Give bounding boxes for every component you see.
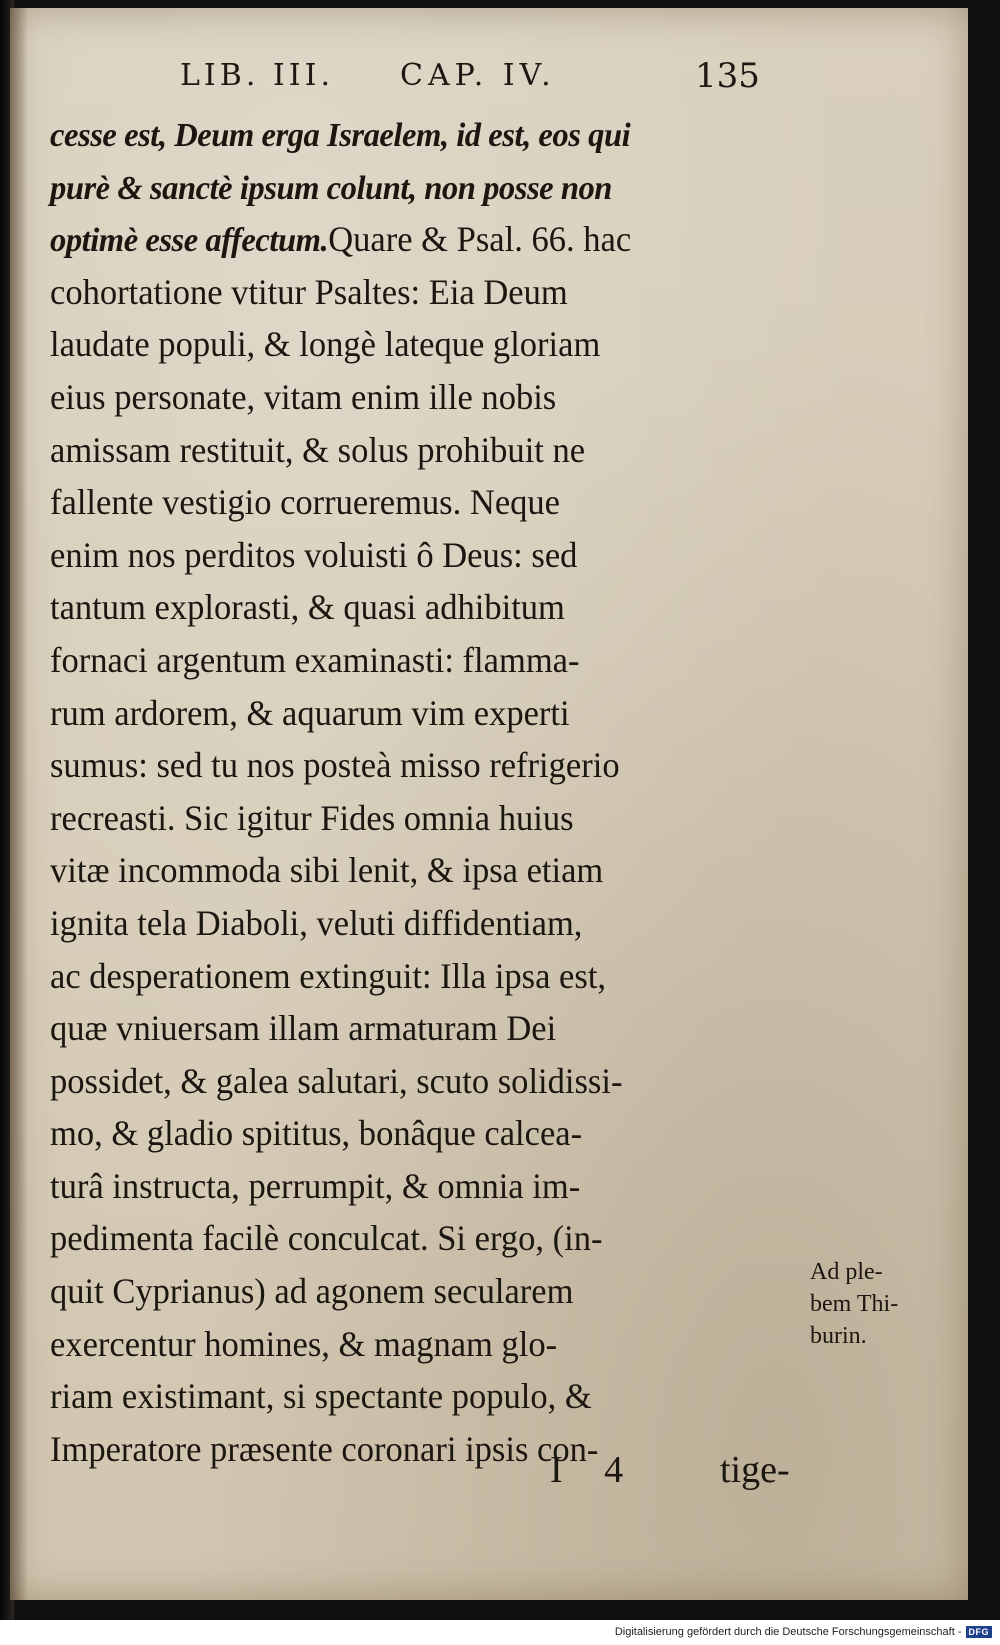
page-number: 135 <box>695 56 760 96</box>
roman-text: ac desperationem extinguit: Illa ipsa est, <box>50 955 607 996</box>
text-line <box>50 529 750 582</box>
text-line <box>50 318 750 371</box>
running-header <box>170 48 770 98</box>
text-line <box>50 371 750 424</box>
text-line <box>50 424 750 477</box>
italic-text: cesse est, Deum erga Israelem, id est, eos qui <box>50 117 631 154</box>
roman-text: ignita tela Diaboli, veluti diffidentiam, <box>50 902 583 943</box>
roman-text: sumus: sed tu nos posteà misso refrigerio <box>50 745 620 786</box>
roman-text: vitæ incommoda sibi lenit, & ipsa etiam <box>50 850 604 891</box>
roman-text: mo, & gladio spititus, bonâque calcea- <box>50 1113 583 1154</box>
text-line <box>50 1160 750 1213</box>
text-line <box>50 1265 750 1318</box>
roman-text: Imperatore præsente coronari ipsis con- <box>50 1428 599 1469</box>
roman-text: eius personate, vitam enim ille nobis <box>50 376 557 417</box>
text-line <box>50 950 750 1003</box>
roman-text: turâ instructa, perrumpit, & omnia im- <box>50 1165 581 1206</box>
header-book-label: LIB. III. <box>180 58 334 93</box>
text-line <box>50 1370 750 1423</box>
text-line <box>50 1212 750 1265</box>
roman-text: cohortatione vtitur Psaltes: Eia Deum <box>50 271 568 312</box>
roman-text: possidet, & galea salutari, scuto solidissi- <box>50 1060 623 1101</box>
text-line <box>50 161 750 214</box>
text-line <box>50 108 750 161</box>
roman-text: rum ardorem, & aquarum vim experti <box>50 692 570 733</box>
roman-text: tantum explorasti, & quasi adhibitum <box>50 587 565 628</box>
text-line <box>50 266 750 319</box>
italic-text: purè & sanctè ipsum colunt, non posse non <box>50 169 612 207</box>
body-text <box>50 108 780 1475</box>
roman-text: fornaci argentum examinasti: flamma- <box>50 639 580 680</box>
marginal-note-line: Ad ple- <box>810 1259 883 1285</box>
roman-text: amissam restituit, & solus prohibuit ne <box>50 429 586 470</box>
text-line <box>50 687 750 740</box>
text-line <box>50 581 750 634</box>
roman-text: quæ vniuersam illam armaturam Dei <box>50 1008 557 1049</box>
text-line <box>50 634 750 687</box>
dfg-logo-icon: DFG <box>966 1626 993 1638</box>
marginal-note-line: bem Thi- <box>810 1291 899 1317</box>
text-line <box>50 1002 750 1055</box>
roman-text: laudate populi, & longè lateque gloriam <box>50 324 601 365</box>
signature-mark: I 4 <box>550 1449 640 1491</box>
footer-credit-text: Digitalisierung gefördert durch die Deutsche Forschungsgemeinschaft - <box>614 1626 962 1638</box>
roman-text: quit Cyprianus) ad agonem secularem <box>50 1271 574 1312</box>
text-line <box>50 844 750 897</box>
digitization-footer <box>615 1623 992 1641</box>
text-line <box>50 1423 750 1476</box>
roman-text: enim nos perditos voluisti ô Deus: sed <box>50 534 578 575</box>
header-chapter-label: CAP. IV. <box>400 58 556 93</box>
text-line <box>50 1055 750 1108</box>
text-line <box>50 1107 750 1160</box>
marginal-note-line: burin. <box>810 1323 867 1349</box>
catchword: tige- <box>720 1449 790 1491</box>
text-line <box>50 213 750 266</box>
roman-text: Quare & Psal. 66. hac <box>328 219 632 260</box>
roman-text: fallente vestigio corrueremus. Neque <box>50 482 560 523</box>
marginal-note <box>810 1256 960 1352</box>
text-line <box>50 739 750 792</box>
text-line <box>50 792 750 845</box>
book-page <box>10 8 968 1600</box>
page-gutter-shadow <box>10 8 28 1600</box>
italic-text: optimè esse affectum. <box>50 222 329 260</box>
roman-text: exercentur homines, & magnam glo- <box>50 1323 558 1364</box>
text-line <box>50 1318 750 1371</box>
text-line <box>50 476 750 529</box>
roman-text: recreasti. Sic igitur Fides omnia huius <box>50 797 574 838</box>
roman-text: riam existimant, si spectante populo, & <box>50 1376 592 1417</box>
roman-text: pedimenta facilè conculcat. Si ergo, (in- <box>50 1218 603 1259</box>
text-line <box>50 897 750 950</box>
